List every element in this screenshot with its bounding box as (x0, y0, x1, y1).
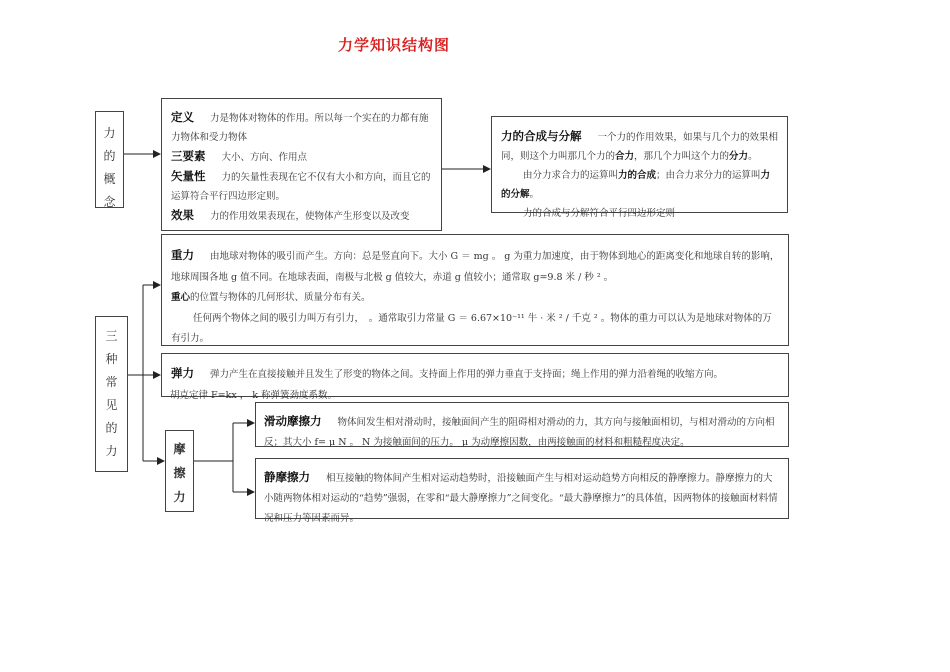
composition-line2-c: 。 (529, 189, 540, 200)
static-friction-box (255, 458, 789, 524)
composition-text-a: 一个力的作用效果，如果与几个力的效果相同，则这个力叫那几个力的 (501, 132, 779, 162)
elastic-text: 弹力产生在直接接触并且发生了形变的物体之间。支持面上作用的弹力垂直于支持面；绳上作用的弹力沿着绳的收缩方向。 (210, 369, 724, 380)
concept-label-box (95, 111, 124, 208)
composition-bold-a: 合力 (615, 151, 635, 162)
three-forces-char: 见 (105, 398, 118, 412)
composition-text-c: 。 (748, 151, 758, 162)
composition-line2-bold1: 力的合成 (618, 170, 657, 181)
gravity-text: 由地球对物体的吸引而产生。方向：总是竖直向下。大小 G ＝ mg 。 g 为重力加速度，由于物体到地心的距离变化和地球自转的影响，地球周围各地 g 值不同。在地球表面，南极与北极 g 值较大，赤道 g 值较小；通常取 g=9.8 米 / 秒 ² 。 (171, 251, 780, 283)
concept-char: 的 (103, 149, 116, 163)
vector-term: 矢量性 (171, 169, 206, 183)
composition-text-b: ，那几个力叫这个力的 (634, 151, 730, 162)
concept-box (161, 98, 442, 231)
elastic-term: 弹力 (171, 366, 194, 380)
static-friction-term: 静摩擦力 (264, 470, 310, 484)
composition-box (491, 116, 788, 219)
effect-text: 力的作用效果表现在，使物体产生形变以及改变 (210, 211, 410, 222)
static-friction-text: 相互接触的物体间产生相对运动趋势时，沿接触面产生与相对运动趋势方向相反的静摩擦力。静摩擦力的大小随两物体相对运动的“趋势”强弱，在零和“最大静摩擦力”之间变化。“最大静摩擦力”的具体值，因两物体的接触面材料情况和压力等因素而异。 (264, 473, 778, 524)
sliding-friction-term: 滑动摩擦力 (264, 414, 322, 428)
sliding-friction-text: 物体间发生相对滑动时，接触面间产生的阻碍相对滑动的力，其方向与接触面相切，与相对滑动的方向相反；其大小 f= μ N 。 N 为接触面间的压力。 μ 为动摩擦因数，由两接触面的材料和粗糙程度决定。 (264, 417, 775, 448)
composition-line2-bold2: 力的分解 (501, 170, 771, 200)
effect-term: 效果 (171, 208, 194, 222)
elements-term: 三要素 (171, 149, 206, 163)
definition-text: 力是物体对物体的作用。所以每一个实在的力都有施力物体和受力物体 (171, 113, 429, 143)
page-title: 力学知识结构图 (338, 36, 451, 54)
three-forces-label-box (95, 316, 128, 472)
friction-char: 擦 (173, 466, 186, 480)
gravity-box (161, 234, 789, 346)
concept-char: 念 (103, 195, 116, 209)
concept-char: 力 (103, 126, 116, 140)
friction-char: 摩 (173, 442, 186, 456)
three-forces-char: 的 (105, 421, 118, 435)
composition-bold-b: 分力 (729, 151, 749, 162)
vector-text: 力的矢量性表现在它不仅有大小和方向，而且它的运算符合平行四边形定则。 (171, 172, 431, 202)
composition-line2-a: 由分力求合力的运算叫 (523, 170, 619, 181)
center-of-gravity-term: 重心 (171, 292, 191, 303)
universal-gravitation-text: 任何两个物体之间的吸引力叫万有引力， 。通常取引力常量 G ＝ 6.67×10⁻¹¹ 牛 · 米 ² / 千克 ² 。物体的重力可以认为是地球对物体的万有引力。 (171, 312, 772, 344)
composition-line2-b: ；由合力求分力的运算叫 (656, 170, 761, 181)
hooke-law-text: 胡克定律 F=kx ， k 称弹簧劲度系数。 (170, 390, 338, 401)
center-of-gravity-text: 的位置与物体的几何形状、质量分布有关。 (190, 292, 371, 303)
three-forces-char: 力 (105, 444, 118, 458)
friction-label-box (165, 430, 194, 512)
gravity-term: 重力 (171, 248, 194, 262)
friction-char: 力 (173, 490, 186, 504)
three-forces-char: 三 (105, 329, 118, 343)
composition-term: 力的合成与分解 (501, 129, 582, 143)
definition-term: 定义 (171, 110, 194, 124)
three-forces-char: 常 (105, 375, 118, 389)
concept-char: 概 (103, 172, 116, 186)
three-forces-char: 种 (105, 352, 118, 366)
composition-line3: 力的合成与分解符合平行四边形定则 (523, 208, 676, 219)
sliding-friction-box (255, 402, 789, 447)
elements-text: 大小、方向、作用点 (221, 152, 308, 163)
